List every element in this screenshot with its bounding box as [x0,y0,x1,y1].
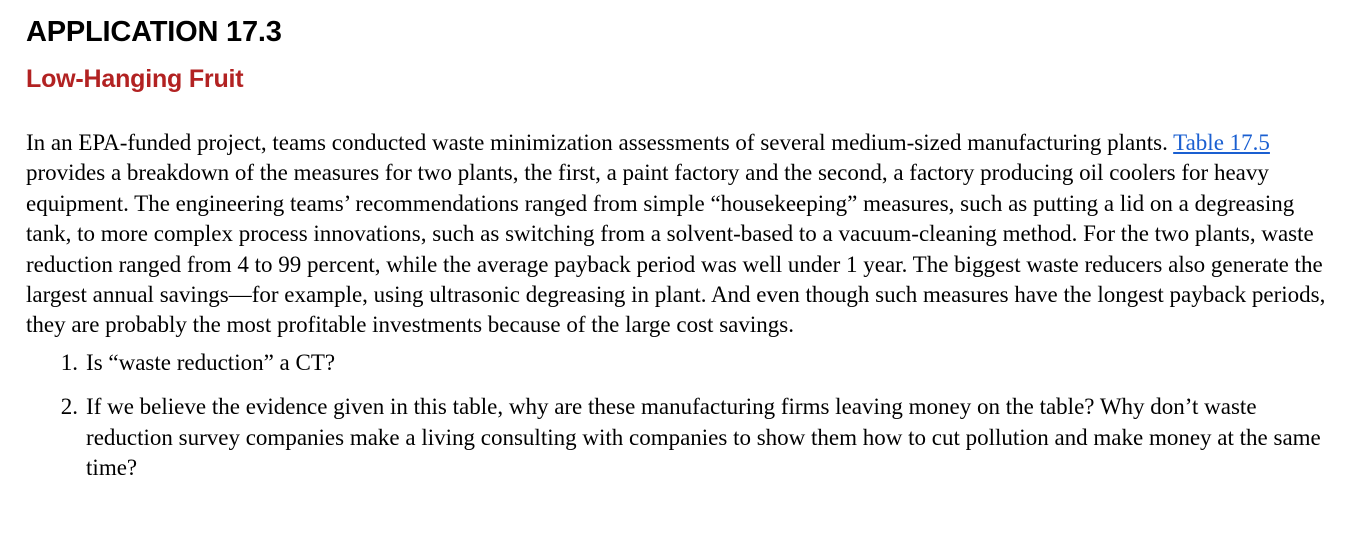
question-text: If we believe the evidence given in this table, why are these manufacturing firms leaving money on the table? Why don’t waste reduction survey companies make a living consulting with companies to show them how to cut pollution and make money at the same time? [86,394,1321,481]
question-item [26,348,1326,378]
paragraph-text-end: provides a breakdown of the measures for two plants, the first, a paint factory and the second, a factory producing oil coolers for heavy equipment. The engineering teams’ recommendations ranged from simple “housekeeping” measures, such as putting a lid on a degreasing tank, to more complex process innovations, such as switching from a solvent-based to a vacuum-cleaning method. For the two plants, waste reduction ranged from 4 to 99 percent, while the average payback period was well under 1 year. The biggest waste reducers also generate the largest annual savings—for example, using ultrasonic degreasing in plant. And even though such measures have the longest payback periods, they are probably the most profitable investments because of the large cost savings. [26,160,1326,338]
application-subtitle: Low-Hanging Fruit [26,65,244,93]
question-item [26,392,1326,483]
body-paragraph [26,128,1326,341]
application-title: APPLICATION 17.3 [26,16,282,48]
question-number: 1. [60,349,78,375]
paragraph-text-start: In an EPA-funded project, teams conducted waste minimization assessments of several medium-sized manufacturing plants. [26,130,1174,155]
application-box [26,14,1326,497]
question-list [26,348,1326,484]
question-number: 2. [60,394,78,420]
question-text: Is “waste reduction” a CT? [86,349,336,375]
table-link[interactable]: Table 17.5 [1173,130,1270,155]
